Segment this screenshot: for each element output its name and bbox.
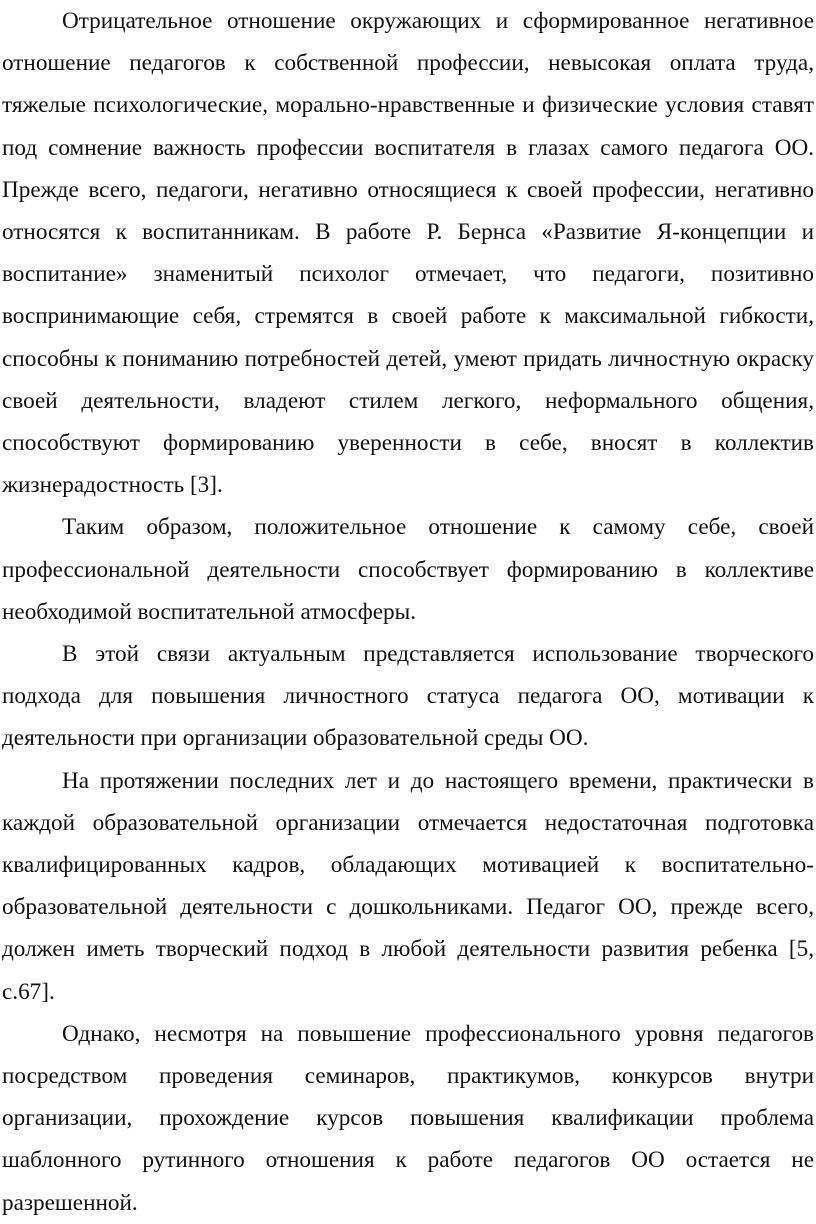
paragraph-3: В этой связи актуальным представляется использование творческого подхода для повышения личностного статуса педагога ОО, мотивации к деятельности при организации образовательной среды ОО. (2, 641, 814, 752)
paragraph-2: Таким образом, положительное отношение к самому себе, своей профессиональной деятельности способствует формированию в коллективе необходимой воспитательной атмосферы. (2, 514, 814, 625)
paragraph-5: Однако, несмотря на повышение профессионального уровня педагогов посредством проведения семинаров, практикумов, конкурсов внутри организации, прохождение курсов повышения квалификации проблема шаблонного рутинного отношения к работе педагогов ОО остается не разрешенной. (2, 1020, 814, 1216)
paragraph-4: На протяжении последних лет и до настоящего времени, практически в каждой образовательной организации отмечается недостаточная подготовка квалифицированных кадров, обладающих мотивацией к воспитательно-образовательной деятельности с дошкольниками. Педагог ОО, прежде всего, должен иметь творческий подход в любой деятельности развития ребенка [5, с.67]. (2, 767, 814, 1005)
paragraph-1: Отрицательное отношение окружающих и сформированное негативное отношение педагогов к собственной профессии, невысокая оплата труда, тяжелые психологические, морально-нравственные и физические условия ставят под сомнение важность профессии воспитателя в глазах самого педагога ОО. Прежде всего, педагоги, негативно относящиеся к своей профессии, негативно относятся к воспитанникам. В работе Р. Бернса «Развитие Я-концепции и воспитание» знаменитый психолог отмечает, что педагоги, позитивно воспринимающие себя, стремятся в своей работе к максимальной гибкости, способны к пониманию потребностей детей, умеют придать личностную окраску своей деятельности, владеют стилем легкого, неформального общения, способствуют формированию уверенности в себе, вносят в коллектив жизнерадостность [3]. (2, 8, 814, 499)
